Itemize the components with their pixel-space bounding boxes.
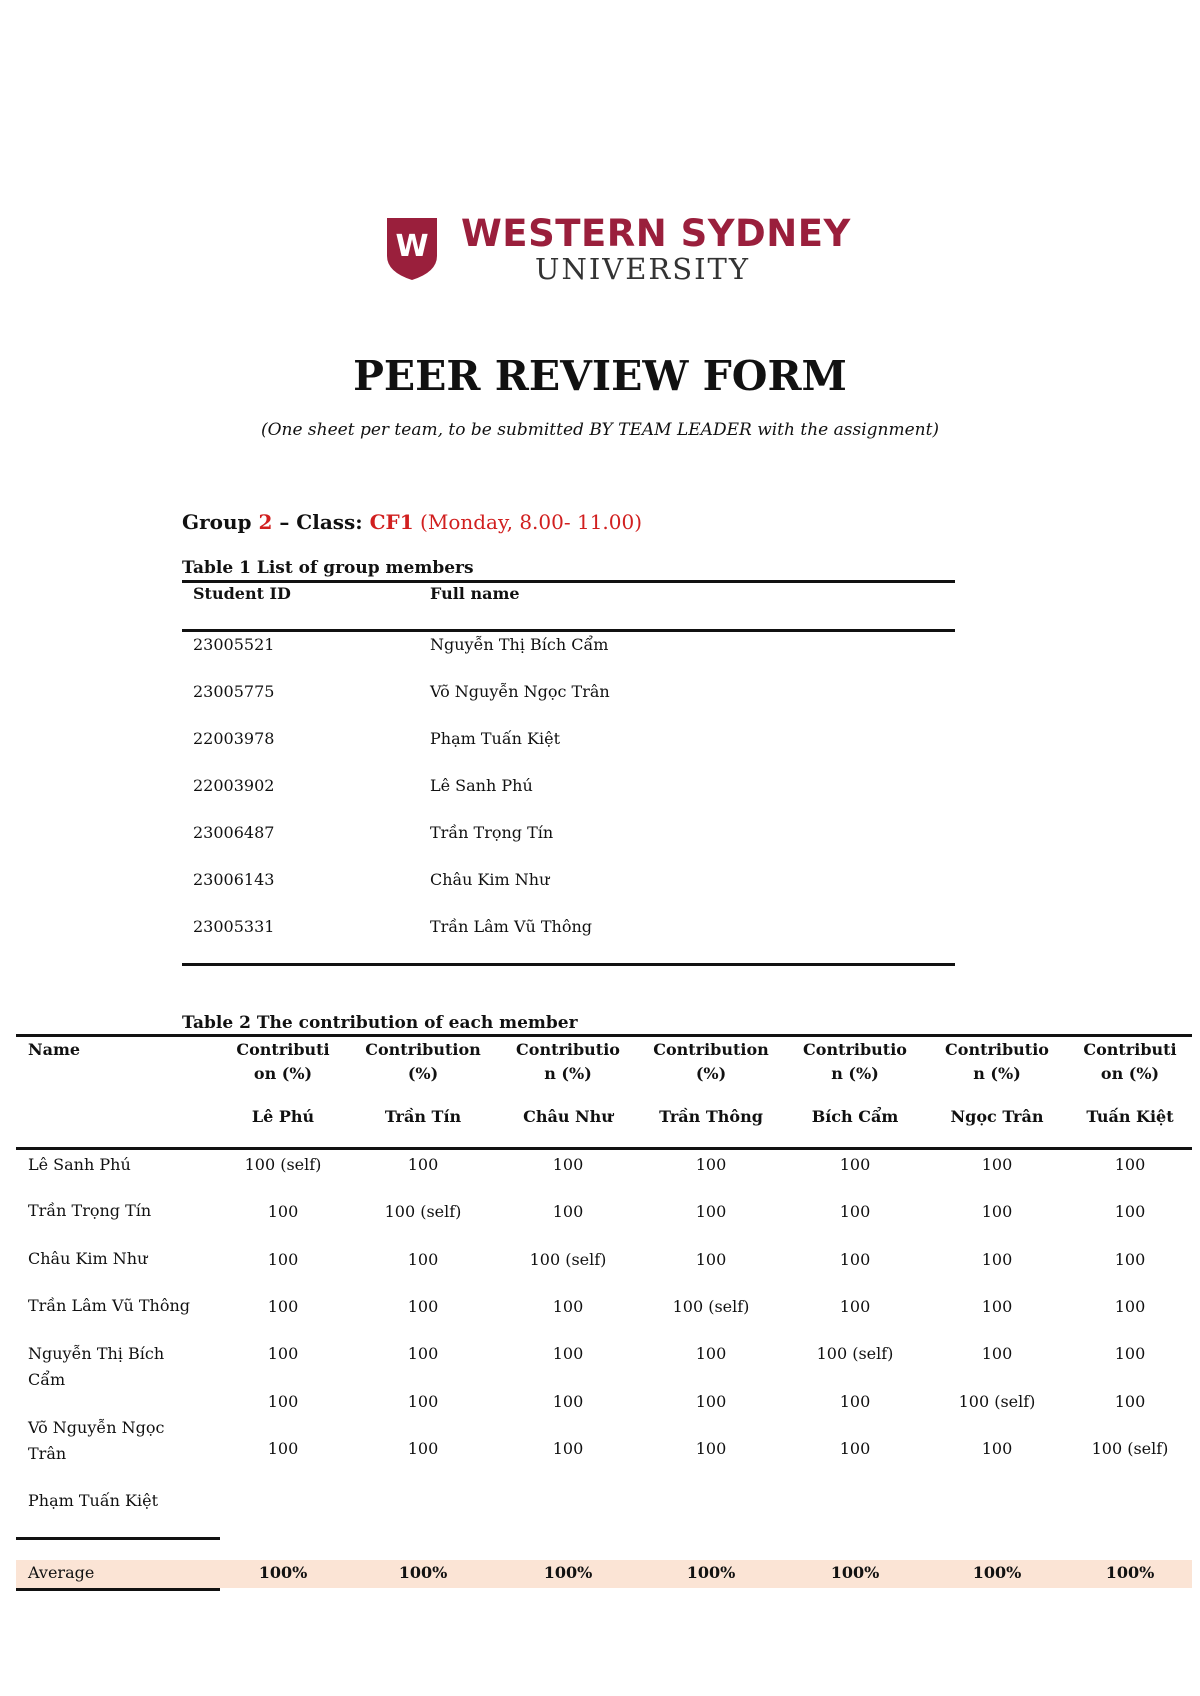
- member-name: Lê Sanh Phú: [28, 1155, 131, 1174]
- class-schedule: (Monday, 8.00- 11.00): [413, 510, 643, 534]
- table1-full-name: Phạm Tuấn Kiệt: [430, 729, 561, 748]
- contribution-value: 100: [981, 1344, 1013, 1364]
- logo-subtitle: UNIVERSITY: [535, 252, 751, 286]
- contribution-value: 100 (self): [244, 1155, 322, 1174]
- contribution-value: 100: [267, 1202, 299, 1222]
- contribution-value: 100: [981, 1155, 1013, 1174]
- contribution-header: Contribution: [365, 1040, 481, 1059]
- contribution-value: 100: [1114, 1391, 1146, 1411]
- contribution-value: 100: [552, 1296, 584, 1316]
- contribution-value: 100: [981, 1296, 1013, 1316]
- average-value: 100%: [972, 1563, 1022, 1582]
- table1-student-id: 22003978: [193, 729, 275, 748]
- contribution-value: 100: [552, 1202, 584, 1222]
- table1-student-id: 23005521: [193, 635, 275, 654]
- contribution-value: 100: [267, 1296, 299, 1316]
- member-column-name: Lê Phú: [251, 1107, 315, 1126]
- member-column-name: Trần Tín: [384, 1107, 462, 1126]
- contribution-value: 100: [407, 1391, 439, 1411]
- contribution-value: 100: [407, 1155, 439, 1174]
- member-name: Trần Trọng Tín: [28, 1201, 152, 1220]
- contribution-header-unit: n (%): [544, 1064, 592, 1083]
- member-name: Trân: [28, 1444, 67, 1463]
- contribution-header-unit: (%): [407, 1064, 439, 1083]
- table1-bottom-rule: [182, 963, 955, 966]
- contribution-value: 100: [981, 1438, 1013, 1458]
- contribution-value: 100: [981, 1249, 1013, 1269]
- table1-student-id: 23006143: [193, 870, 275, 889]
- contribution-value: 100 (self): [384, 1202, 462, 1222]
- member-column-name: Tuấn Kiệt: [1086, 1107, 1174, 1126]
- table1-caption: Table 1 List of group members: [182, 558, 474, 578]
- contribution-value: 100: [695, 1438, 727, 1458]
- member-column-name: Trần Thông: [659, 1107, 763, 1126]
- table2-header-name: Name: [28, 1040, 81, 1059]
- contribution-value: 100: [552, 1438, 584, 1458]
- group-class-line: [182, 510, 642, 534]
- shield-w-icon: [385, 216, 439, 282]
- table1-student-id: 23006487: [193, 823, 275, 842]
- contribution-value: 100: [267, 1344, 299, 1364]
- contribution-header-unit: n (%): [831, 1064, 879, 1083]
- contribution-header-unit: n (%): [973, 1064, 1021, 1083]
- table1-full-name: Châu Kim Như: [430, 870, 550, 889]
- group-label: Group: [182, 510, 259, 534]
- class-code: CF1: [369, 510, 414, 534]
- contribution-value: 100: [839, 1438, 871, 1458]
- contribution-value: 100: [695, 1391, 727, 1411]
- average-value: 100%: [1105, 1563, 1155, 1582]
- contribution-value: 100: [981, 1202, 1013, 1222]
- member-name: Nguyễn Thị Bích: [28, 1344, 165, 1363]
- table1-top-rule: [182, 580, 955, 583]
- contribution-value: 100: [695, 1202, 727, 1222]
- contribution-value: 100: [267, 1249, 299, 1269]
- contribution-value: 100: [839, 1155, 871, 1174]
- contribution-value: 100: [695, 1155, 727, 1174]
- contribution-value: 100: [695, 1344, 727, 1364]
- contribution-value: 100: [1114, 1202, 1146, 1222]
- contribution-value: 100: [267, 1438, 299, 1458]
- table1-header-name: Full name: [430, 584, 520, 603]
- contribution-value: 100: [1114, 1296, 1146, 1316]
- contribution-value: 100 (self): [529, 1249, 607, 1269]
- member-name: Phạm Tuấn Kiệt: [28, 1491, 159, 1510]
- table1-full-name: Trần Lâm Vũ Thông: [430, 917, 593, 936]
- contribution-value: 100: [839, 1249, 871, 1269]
- table1-full-name: Trần Trọng Tín: [430, 823, 554, 842]
- contribution-header-unit: (%): [695, 1064, 727, 1083]
- member-name: Võ Nguyễn Ngọc: [28, 1418, 165, 1437]
- member-column-name: Bích Cẩm: [811, 1107, 899, 1126]
- table1-header-id: Student ID: [193, 584, 291, 603]
- contribution-header: Contributio: [803, 1040, 907, 1059]
- contribution-header: Contributio: [516, 1040, 620, 1059]
- contribution-header: Contributi: [236, 1040, 330, 1059]
- average-value: 100%: [686, 1563, 736, 1582]
- contribution-value: 100: [407, 1296, 439, 1316]
- average-value: 100%: [258, 1563, 308, 1582]
- average-value: 100%: [830, 1563, 880, 1582]
- contribution-value: 100: [1114, 1155, 1146, 1174]
- table2-caption: Table 2 The contribution of each member: [182, 1013, 578, 1033]
- contribution-header: Contributio: [945, 1040, 1049, 1059]
- contribution-value: 100: [839, 1391, 871, 1411]
- average-value: 100%: [543, 1563, 593, 1582]
- contribution-header: Contribution: [653, 1040, 769, 1059]
- contribution-value: 100: [407, 1249, 439, 1269]
- member-column-name: Ngọc Trân: [950, 1107, 1044, 1126]
- contribution-value: 100: [552, 1155, 584, 1174]
- contribution-value: 100: [839, 1202, 871, 1222]
- average-value: 100%: [398, 1563, 448, 1582]
- member-name: Châu Kim Như: [28, 1249, 148, 1268]
- contribution-value: 100 (self): [958, 1391, 1036, 1411]
- member-name: Trần Lâm Vũ Thông: [28, 1296, 191, 1315]
- contribution-value: 100: [1114, 1249, 1146, 1269]
- contribution-value: 100: [552, 1391, 584, 1411]
- table1-header-rule: [182, 629, 955, 632]
- contribution-value: 100 (self): [816, 1344, 894, 1364]
- contribution-value: 100: [1114, 1344, 1146, 1364]
- contribution-value: 100: [839, 1296, 871, 1316]
- table1-student-id: 23005331: [193, 917, 275, 936]
- page-title: PEER REVIEW FORM: [353, 352, 847, 400]
- group-number: 2: [258, 510, 273, 534]
- contribution-value: 100 (self): [1091, 1438, 1169, 1458]
- page-subtitle: (One sheet per team, to be submitted BY TEAM LEADER with the assignment): [260, 420, 940, 440]
- table1-student-id: 22003902: [193, 776, 275, 795]
- contribution-value: 100 (self): [672, 1296, 750, 1316]
- table2-bottom-rule: [16, 1588, 220, 1591]
- table1-full-name: Lê Sanh Phú: [430, 776, 533, 795]
- university-logo: [385, 212, 851, 292]
- contribution-value: 100: [695, 1249, 727, 1269]
- table2-top-rule: [16, 1034, 1192, 1037]
- contribution-header: Contributi: [1083, 1040, 1177, 1059]
- table1-full-name: Võ Nguyễn Ngọc Trân: [430, 682, 610, 701]
- contribution-value: 100: [407, 1344, 439, 1364]
- logo-name: WESTERN SYDNEY: [461, 212, 851, 255]
- contribution-value: 100: [552, 1344, 584, 1364]
- svg-text:W: W: [395, 229, 429, 264]
- table2-name-rule: [16, 1537, 220, 1540]
- table2-header-rule: [16, 1147, 1192, 1150]
- member-column-name: Châu Như: [523, 1107, 613, 1126]
- contribution-value: 100: [407, 1438, 439, 1458]
- contribution-header-unit: on (%): [253, 1064, 313, 1083]
- contribution-header-unit: on (%): [1100, 1064, 1160, 1083]
- member-name: Cẩm: [28, 1370, 66, 1389]
- table1-student-id: 23005775: [193, 682, 275, 701]
- class-label: – Class:: [272, 510, 370, 534]
- table1-full-name: Nguyễn Thị Bích Cẩm: [430, 635, 609, 654]
- average-label: Average: [28, 1563, 95, 1582]
- contribution-value: 100: [267, 1391, 299, 1411]
